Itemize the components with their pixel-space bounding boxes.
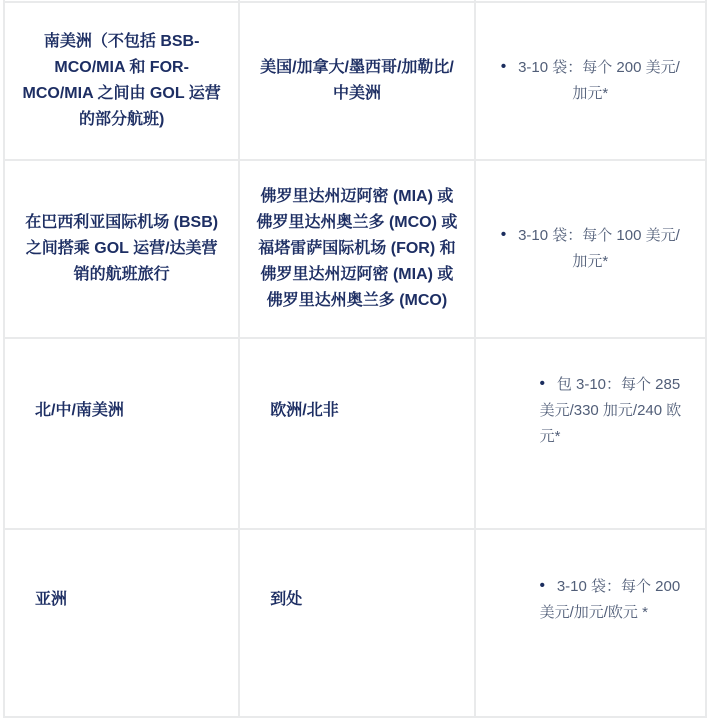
origin-text: 南美洲（不包括 BSB-MCO/MIA 和 FOR-MCO/MIA 之间由 GOL 运营的部分航班)	[22, 33, 221, 128]
origin-text: 北/中/南美洲	[35, 401, 124, 419]
origin-text: 亚洲	[35, 591, 68, 608]
origin-text: 在巴西利亚国际机场 (BSB) 之间搭乘 GOL 运营/达美营销的航班旅行	[25, 214, 219, 283]
cutoff-cell	[240, 0, 475, 1]
fee-text: 3-10 袋：每个 200 美元/加元*	[518, 59, 680, 102]
baggage-fee-table	[3, 0, 707, 718]
table-row	[5, 339, 707, 530]
destination-cell	[240, 339, 475, 528]
bullet-icon: •	[500, 226, 507, 243]
table-row	[5, 3, 707, 161]
destination-text: 到处	[270, 591, 303, 608]
destination-text: 佛罗里达州迈阿密 (MIA) 或佛罗里达州奥兰多 (MCO) 或福塔雷萨国际机场 (FOR) 和佛罗里达州迈阿密 (MIA) 或佛罗里达州奥兰多 (MCO)	[256, 188, 458, 309]
destination-cell	[240, 3, 475, 159]
fee-cell	[476, 530, 707, 716]
fee-text: 3-10 袋：每个 100 美元/加元*	[518, 227, 680, 270]
fee-list-item	[500, 55, 681, 107]
fee-cell	[476, 161, 707, 337]
origin-cell	[5, 161, 240, 337]
fee-cell	[476, 3, 707, 159]
bullet-icon: •	[539, 374, 545, 392]
destination-text: 美国/加拿大/墨西哥/加勒比/中美洲	[260, 59, 454, 102]
fee-text: 3-10 袋：每个 200 美元/加元/欧元 *	[539, 578, 681, 621]
table-row	[5, 161, 707, 339]
cutoff-cell	[5, 0, 240, 1]
cutoff-cell	[476, 0, 707, 1]
destination-cell	[240, 530, 475, 716]
bullet-icon: •	[539, 577, 545, 594]
table-row	[5, 530, 707, 718]
origin-cell	[5, 339, 240, 528]
fee-cell	[476, 339, 707, 528]
fee-list-item	[540, 574, 687, 626]
bullet-icon: •	[500, 58, 507, 75]
origin-cell	[5, 530, 240, 716]
origin-cell	[5, 3, 240, 159]
destination-cell	[240, 161, 475, 337]
fee-text: 包 3-10：每个 285 美元/330 加元/240 欧元*	[539, 375, 682, 445]
fee-list-item	[540, 372, 687, 450]
destination-text: 欧洲/北非	[270, 401, 339, 419]
fee-list-item	[500, 223, 681, 275]
